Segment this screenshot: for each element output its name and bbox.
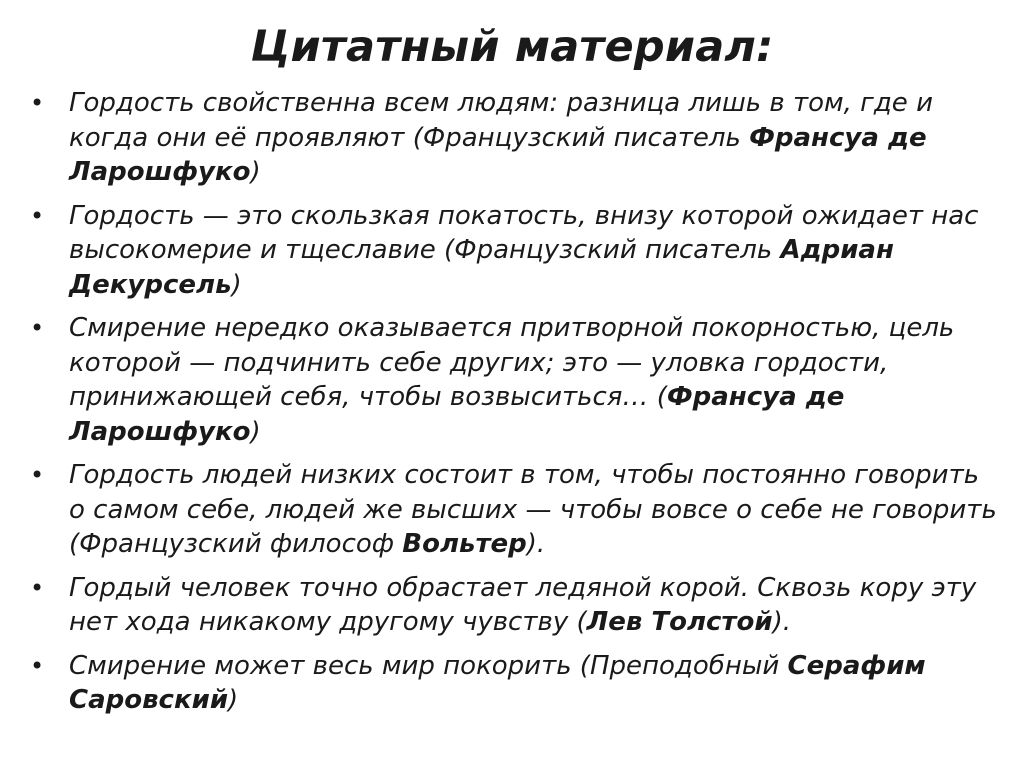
quote-item <box>28 311 1003 449</box>
quote-list <box>28 86 1003 727</box>
quote-text: Гордость людей низких состоит в том, чтобы постоянно говорить о самом себе, людей же высших — чтобы вовсе о себе не говорить (Французский философ <box>69 460 997 559</box>
quote-author: Адриан Декурсель <box>69 235 894 300</box>
quote-text: Смирение может весь мир покорить (Преподобный <box>69 650 788 681</box>
quote-closing: ) <box>231 269 242 300</box>
bullet-icon: • <box>30 461 45 489</box>
quote-closing: ). <box>526 529 546 559</box>
quote-author: Серафим Саровский <box>69 650 926 715</box>
quote-author: Франсуа де Ларошфуко <box>69 382 845 447</box>
quote-item <box>28 571 1003 640</box>
quote-text: Гордый человек точно обрастает ледяной корой. Сквозь кору эту нет хода никакому другому чувству ( <box>69 572 977 637</box>
bullet-icon: • <box>30 201 45 230</box>
bullet-icon: • <box>30 314 45 342</box>
quote-closing: ) <box>250 416 261 447</box>
quote-closing: ). <box>772 607 791 637</box>
bullet-icon: • <box>30 573 45 602</box>
quote-item <box>28 199 1003 303</box>
bullet-icon: • <box>30 89 45 117</box>
quote-author: Вольтер <box>402 529 527 559</box>
quote-closing: ) <box>228 685 239 715</box>
quote-author: Лев Толстой <box>586 607 773 637</box>
quote-author: Франсуа де Ларошфуко <box>69 122 927 187</box>
quote-item <box>28 86 1003 190</box>
quote-text: Смирение нередко оказывается притворной покорностью, цель которой — подчинить себе других; это — уловка гордости, принижающей себя, чтобы возвыситься… ( <box>69 313 955 412</box>
quote-text: Гордость — это скользкая покатость, внизу которой ожидает нас высокомерие и тщеславие (Французский писатель <box>69 200 979 265</box>
slide-title: Цитатный материал: <box>250 22 774 72</box>
bullet-icon: • <box>30 651 45 680</box>
quote-item <box>28 649 1003 718</box>
quote-closing: ) <box>250 157 261 187</box>
quote-item <box>28 458 1003 562</box>
quote-text: Гордость свойственна всем людям: разница лишь в том, где и когда они её проявляют (Французский писатель <box>69 88 933 153</box>
